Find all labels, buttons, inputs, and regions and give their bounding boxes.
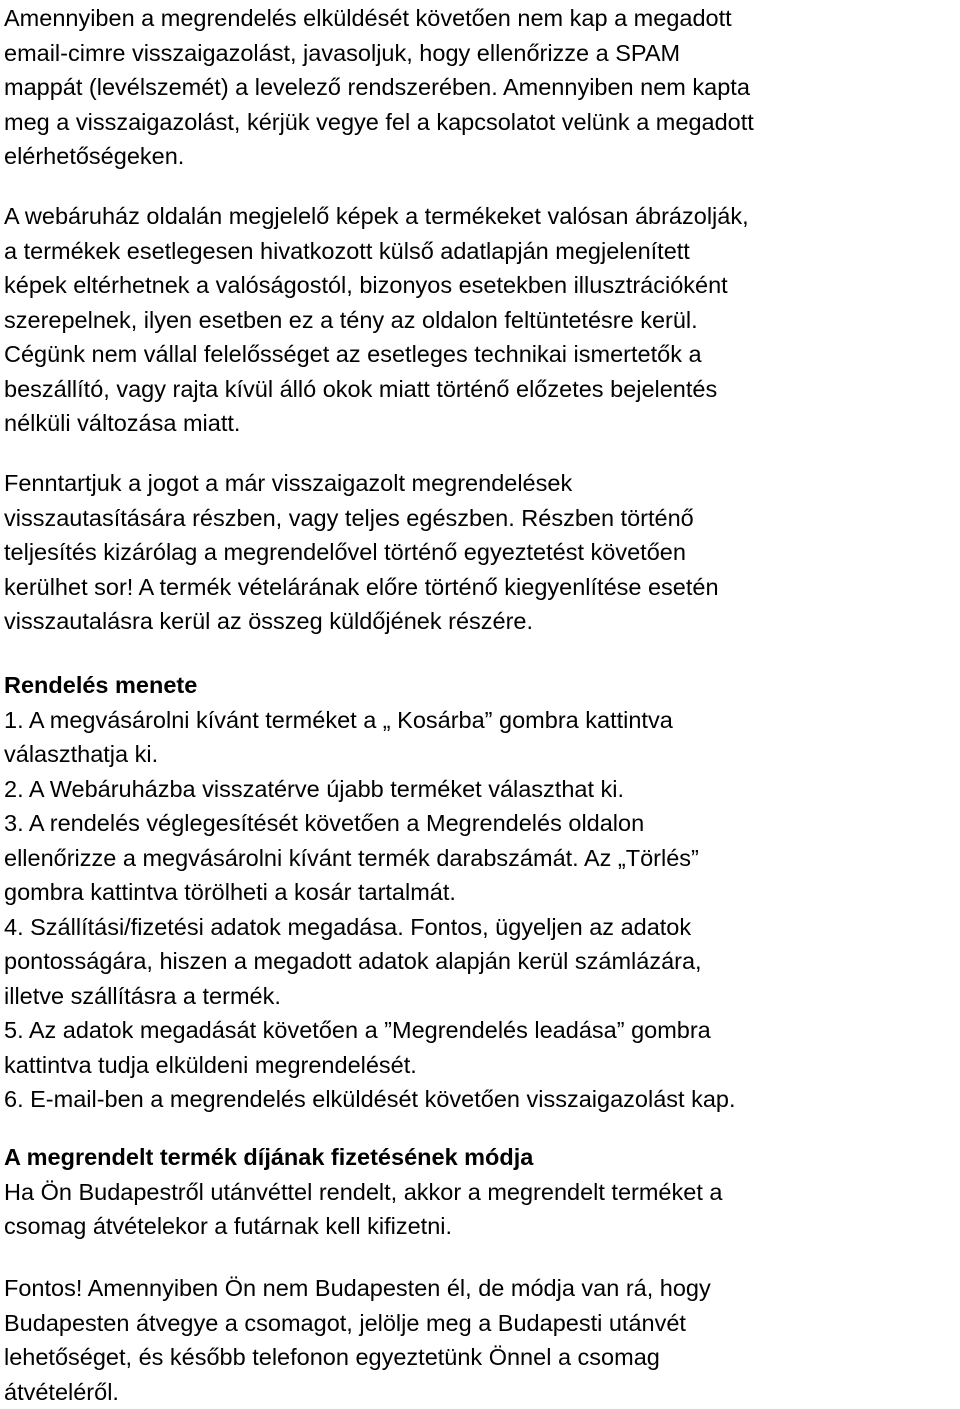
section-heading: Rendelés menete — [4, 668, 958, 703]
text-line: Amennyiben a megrendelés elküldését követően nem kap a megadott — [4, 1, 958, 36]
text-line: átvételéről. — [4, 1375, 958, 1409]
text-line: mappát (levélszemét) a levelező rendszerében. Amennyiben nem kapta — [4, 70, 958, 105]
list-item: 4. Szállítási/fizetési adatok megadása. Fontos, ügyeljen az adatok — [4, 910, 958, 945]
text-line: Fenntartjuk a jogot a már visszaigazolt megrendelések — [4, 466, 958, 501]
text-line: Cégünk nem vállal felelősséget az esetleges technikai ismertetők a — [4, 337, 958, 372]
text-line: meg a visszaigazolást, kérjük vegye fel a kapcsolatot velünk a megadott — [4, 105, 958, 140]
text-line: a termékek esetlegesen hivatkozott külső adatlapján megjelenített — [4, 234, 958, 269]
section-order-process — [4, 668, 958, 1117]
list-item: ellenőrizze a megvásárolni kívánt termék darabszámát. Az „Törlés” — [4, 841, 958, 876]
section-payment-method — [4, 1140, 958, 1244]
text-line: Ha Ön Budapestről utánvéttel rendelt, akkor a megrendelt terméket a — [4, 1175, 958, 1210]
text-line: csomag átvételekor a futárnak kell kifizetni. — [4, 1209, 958, 1244]
list-item: gombra kattintva törölheti a kosár tartalmát. — [4, 875, 958, 910]
text-line: képek eltérhetnek a valóságostól, bizonyos esetekben illusztrációként — [4, 268, 958, 303]
text-line: email-cimre visszaigazolást, javasoljuk, hogy ellenőrizze a SPAM — [4, 36, 958, 71]
paragraph-order-confirmation — [4, 1, 958, 174]
text-line: Budapesten átvegye a csomagot, jelölje meg a Budapesti utánvét — [4, 1306, 958, 1341]
paragraph-important-note — [4, 1271, 958, 1409]
paragraph-order-rejection — [4, 466, 958, 639]
text-line: elérhetőségeken. — [4, 139, 958, 174]
text-line: visszautalásra kerül az összeg küldőjének részére. — [4, 604, 958, 639]
list-item: 3. A rendelés véglegesítését követően a Megrendelés oldalon — [4, 806, 958, 841]
list-item: illetve szállításra a termék. — [4, 979, 958, 1014]
list-item: választhatja ki. — [4, 737, 958, 772]
list-item: pontosságára, hiszen a megadott adatok alapján kerül számlázára, — [4, 944, 958, 979]
text-line: lehetőséget, és később telefonon egyeztetünk Önnel a csomag — [4, 1340, 958, 1375]
text-line: szerepelnek, ilyen esetben ez a tény az oldalon feltüntetésre kerül. — [4, 303, 958, 338]
list-item: 2. A Webáruházba visszatérve újabb terméket választhat ki. — [4, 772, 958, 807]
list-item: kattintva tudja elküldeni megrendelését. — [4, 1048, 958, 1083]
text-line: nélküli változása miatt. — [4, 406, 958, 441]
text-line: Fontos! Amennyiben Ön nem Budapesten él, de módja van rá, hogy — [4, 1271, 958, 1306]
list-item: 5. Az adatok megadását követően a ”Megrendelés leadása” gombra — [4, 1013, 958, 1048]
section-heading: A megrendelt termék díjának fizetésének módja — [4, 1140, 958, 1175]
text-line: beszállító, vagy rajta kívül álló okok miatt történő előzetes bejelentés — [4, 372, 958, 407]
paragraph-product-images — [4, 199, 958, 441]
text-line: kerülhet sor! A termék vételárának előre történő kiegyenlítése esetén — [4, 570, 958, 605]
text-line: teljesítés kizárólag a megrendelővel történő egyeztetést követően — [4, 535, 958, 570]
text-line: visszautasítására részben, vagy teljes egészben. Részben történő — [4, 501, 958, 536]
text-line: A webáruház oldalán megjelelő képek a termékeket valósan ábrázolják, — [4, 199, 958, 234]
list-item: 1. A megvásárolni kívánt terméket a „ Kosárba” gombra kattintva — [4, 703, 958, 738]
list-item: 6. E-mail-ben a megrendelés elküldését követően visszaigazolást kap. — [4, 1082, 958, 1117]
